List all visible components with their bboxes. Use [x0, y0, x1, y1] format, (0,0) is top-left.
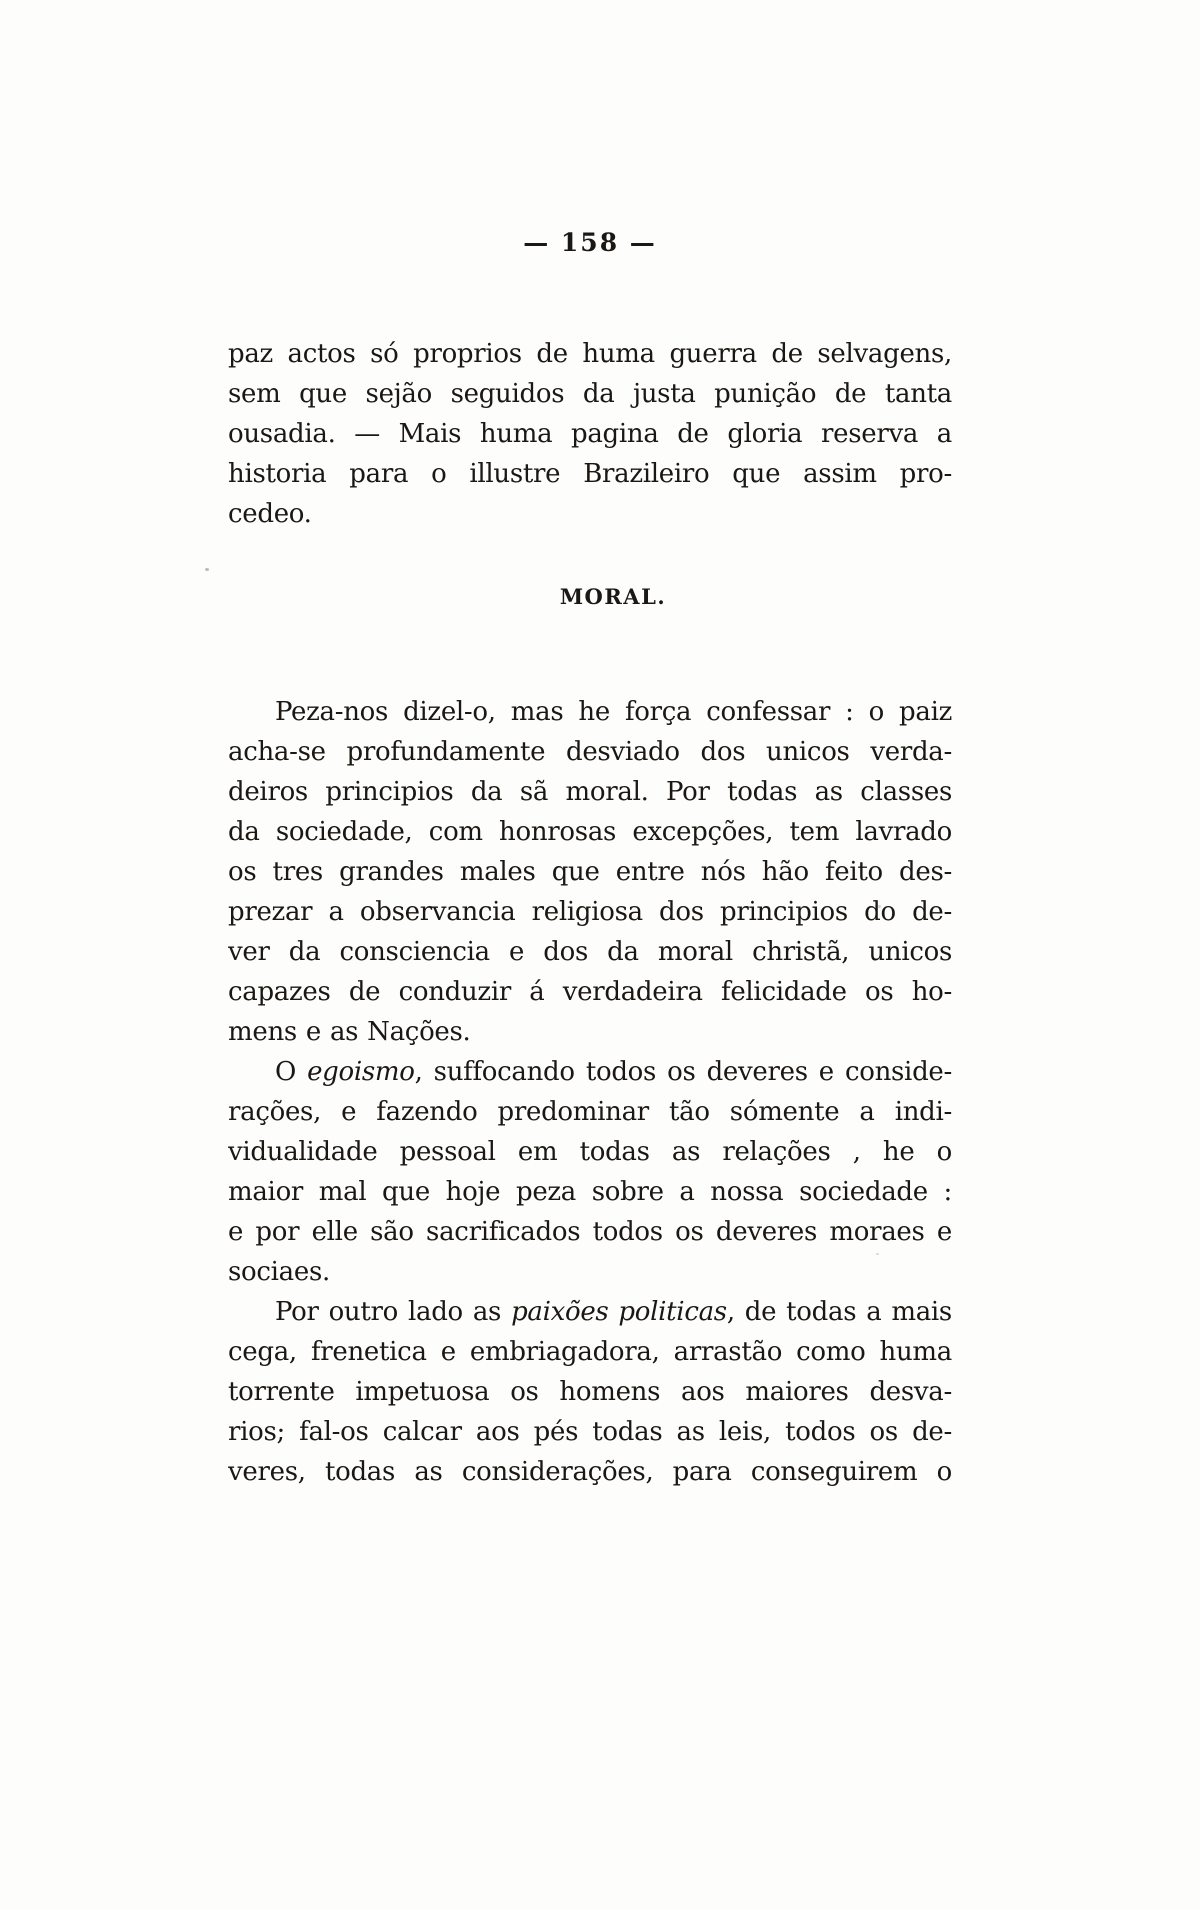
text-line [228, 772, 952, 812]
text-segment: prezar a observancia religiosa dos principios do de- [228, 897, 952, 927]
text-segment: , suffocando todos os deveres e conside- [414, 1057, 952, 1087]
text-line [228, 1092, 952, 1132]
text-segment: Peza-nos dizel-o, mas he força confessar : o paiz [275, 697, 952, 727]
text-line [228, 972, 952, 1012]
text-segment: capazes de conduzir á verdadeira felicidade os ho- [228, 977, 952, 1007]
text-line [228, 1452, 952, 1492]
text-segment: veres, todas as considerações, para conseguirem o [228, 1457, 952, 1487]
paragraph [228, 1052, 952, 1292]
text-line [228, 1212, 952, 1252]
body-text-block [228, 692, 952, 1492]
text-line [228, 1292, 952, 1332]
text-segment: ousadia. — Mais huma pagina de gloria reserva a [228, 419, 952, 449]
text-segment: ver da consciencia e dos da moral christã, unicos [228, 937, 952, 967]
text-line [228, 414, 952, 454]
text-line [228, 852, 952, 892]
text-segment: e por elle são sacrificados todos os deveres moraes e [228, 1217, 952, 1247]
text-segment: , de todas a mais [726, 1297, 952, 1327]
text-segment: rios; fal-os calcar aos pés todas as leis, todos os de- [228, 1417, 952, 1447]
text-segment: sem que sejão seguidos da justa punição de tanta [228, 379, 952, 409]
text-line [228, 1052, 952, 1092]
text-line [228, 1372, 952, 1412]
text-line [228, 1252, 952, 1292]
scan-speck [205, 568, 209, 571]
text-line [228, 1172, 952, 1212]
emphasized-text: egoismo [307, 1057, 415, 1087]
text-segment: vidualidade pessoal em todas as relações , he o [228, 1137, 952, 1167]
text-segment: rações, e fazendo predominar tão sómente a indi- [228, 1097, 952, 1127]
text-line [228, 732, 952, 772]
scan-speck [878, 905, 881, 908]
text-segment: sociaes. [228, 1257, 330, 1287]
section-heading: MORAL. [559, 584, 667, 609]
text-line [228, 812, 952, 852]
paragraph [228, 1292, 952, 1492]
paragraph [228, 692, 952, 1052]
text-line [228, 892, 952, 932]
text-line [228, 334, 952, 374]
paragraph-continuation-block [228, 334, 952, 534]
text-segment: O [275, 1057, 308, 1087]
text-segment: maior mal que hoje peza sobre a nossa sociedade : [228, 1177, 952, 1207]
text-segment: torrente impetuosa os homens aos maiores desva- [228, 1377, 952, 1407]
text-segment: mens e as Nações. [228, 1017, 471, 1047]
text-line [228, 494, 952, 534]
text-segment: deiros principios da sã moral. Por todas as classes [228, 777, 952, 807]
text-line [228, 692, 952, 732]
text-line [228, 374, 952, 414]
text-segment: os tres grandes males que entre nós hão feito des- [228, 857, 952, 887]
emphasized-text: paixões politicas [511, 1297, 727, 1327]
text-segment: Por outro lado as [275, 1297, 512, 1327]
text-line [228, 932, 952, 972]
text-line [228, 1412, 952, 1452]
text-segment: cega, frenetica e embriagadora, arrastão como huma [228, 1337, 952, 1367]
page-number: — 158 — [523, 228, 657, 257]
text-segment: cedeo. [228, 499, 312, 529]
text-segment: paz actos só proprios de huma guerra de selvagens, [228, 339, 952, 369]
text-segment: acha-se profundamente desviado dos unicos verda- [228, 737, 952, 767]
text-segment: historia para o illustre Brazileiro que assim pro- [228, 459, 952, 489]
scan-speck [876, 1253, 879, 1255]
text-line [228, 1132, 952, 1172]
text-line [228, 1012, 952, 1052]
paragraph [228, 334, 952, 534]
text-segment: da sociedade, com honrosas excepções, tem lavrado [228, 817, 952, 847]
text-line [228, 1332, 952, 1372]
text-line [228, 454, 952, 494]
